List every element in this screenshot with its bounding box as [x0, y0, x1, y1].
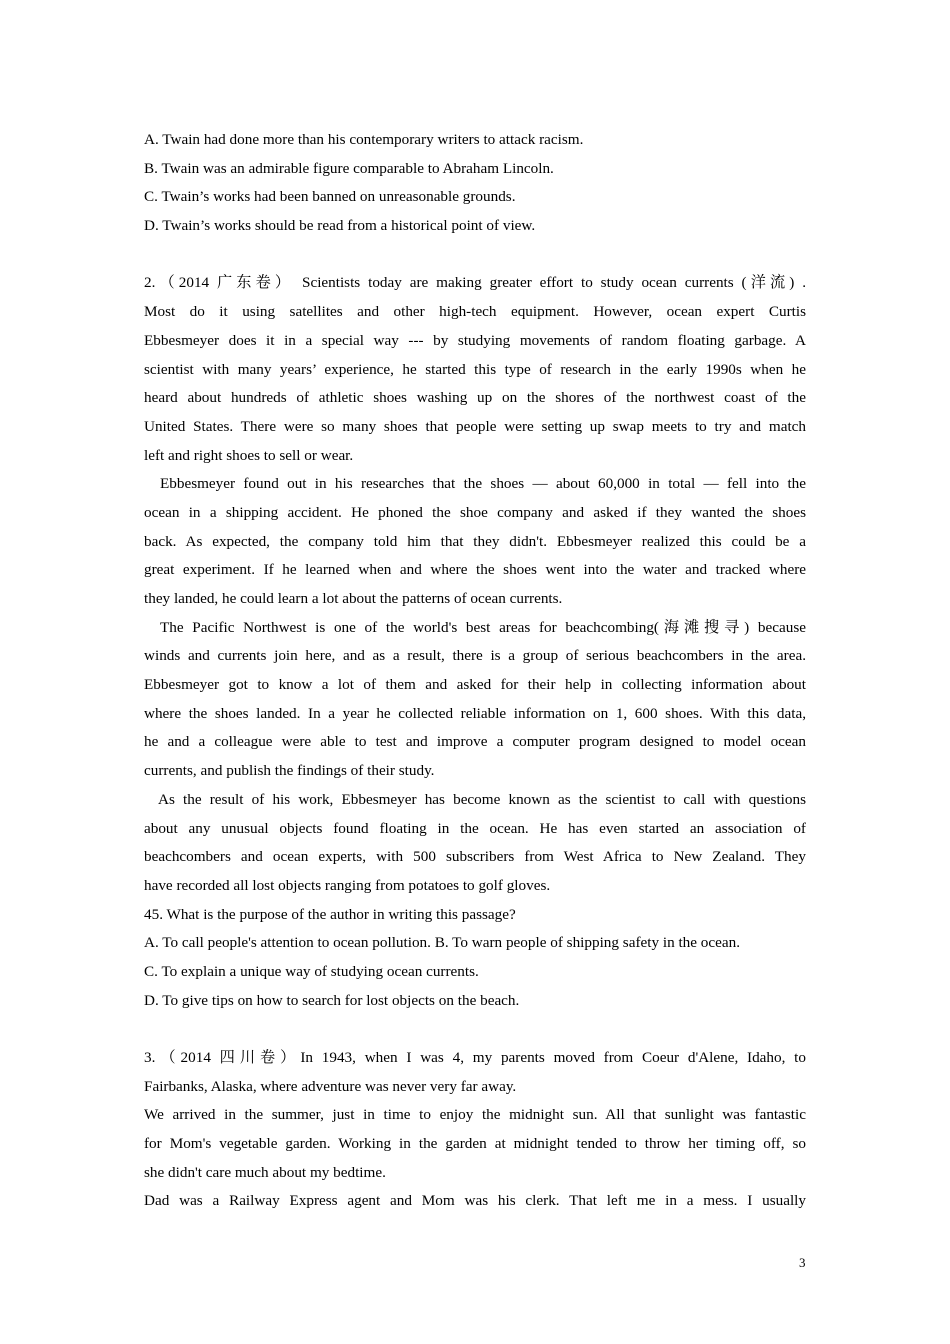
q2-option-ab: A. To call people's attention to ocean pollution. B. To warn people of shipping safety in the ocean.	[144, 934, 741, 952]
q2-p3-line: currents, and publish the findings of their study.	[144, 762, 435, 780]
q2-p2-line: back. As expected, the company told him that they didn't. Ebbesmeyer realized this could be a	[144, 532, 806, 550]
q2-p1-line: 2.（2014 广东卷） Scientists today are making greater effort to study ocean currents (洋流) .	[144, 274, 806, 292]
q2-p2-line: ocean in a shipping accident. He phoned the shoe company and asked if they wanted the shoes	[144, 503, 806, 521]
q2-p2-line: Ebbesmeyer found out in his researches that the shoes — about 60,000 in total — fell into the	[160, 475, 806, 493]
spacer	[144, 241, 806, 270]
document-page	[144, 126, 806, 1216]
q2-option-d: D. To give tips on how to search for lost objects on the beach.	[144, 991, 520, 1009]
q3-p2-line: she didn't care much about my bedtime.	[144, 1163, 386, 1181]
q2-p4-line: beachcombers and ocean experts, with 500 subscribers from West Africa to New Zealand. They	[144, 848, 806, 866]
spacer	[144, 1015, 806, 1044]
q2-p1-line: Most do it using satellites and other high-tech equipment. However, ocean expert Curtis	[144, 303, 806, 321]
q2-p1-line: left and right shoes to sell or wear.	[144, 446, 354, 464]
q2-p3-line: Ebbesmeyer got to know a lot of them and asked for their help in collecting information about	[144, 676, 806, 694]
page-number: 3	[799, 1255, 806, 1270]
q1-option-b: B. Twain was an admirable figure comparable to Abraham Lincoln.	[144, 159, 554, 177]
q2-option-c: C. To explain a unique way of studying ocean currents.	[144, 962, 479, 980]
q2-p1-line: United States. There were so many shoes that people were setting up swap meets to try and match	[144, 417, 806, 435]
q2-p1-line: scientist with many years’ experience, he started this type of research in the early 1990s when he	[144, 360, 806, 378]
q2-p4-line: about any unusual objects found floating in the ocean. He has even started an association of	[144, 819, 806, 837]
q2-p3-line: where the shoes landed. In a year he collected reliable information on 1, 600 shoes. With this data,	[144, 704, 806, 722]
q2-p1-line: Ebbesmeyer does it in a special way --- by studying movements of random floating garbage. A	[144, 331, 806, 349]
q1-option-a: A. Twain had done more than his contemporary writers to attack racism.	[144, 131, 584, 148]
q3-p2-line: for Mom's vegetable garden. Working in the garden at midnight tended to throw her timing off, so	[144, 1135, 806, 1153]
q3-p1-line: 3.（2014 四川卷）In 1943, when I was 4, my parents moved from Coeur d'Alene, Idaho, to	[144, 1049, 806, 1066]
q1-option-c: C. Twain’s works had been banned on unreasonable grounds.	[144, 188, 516, 206]
q2-p3-line: The Pacific Northwest is one of the world's best areas for beachcombing(海滩搜寻) because	[160, 618, 806, 636]
q3-p2-line: We arrived in the summer, just in time to enjoy the midnight sun. All that sunlight was fantastic	[144, 1106, 806, 1124]
q2-p2-line: great experiment. If he learned when and where the shoes went into the water and tracked where	[144, 561, 806, 579]
q2-question: 45. What is the purpose of the author in writing this passage?	[144, 905, 516, 923]
q2-p4-line: have recorded all lost objects ranging from potatoes to golf gloves.	[144, 876, 551, 894]
q2-p2-line: they landed, he could learn a lot about the patterns of ocean currents.	[144, 590, 563, 607]
q2-p4-line: As the result of his work, Ebbesmeyer has become known as the scientist to call with questions	[158, 790, 806, 808]
q2-p3-line: winds and currents join here, and as a result, there is a group of serious beachcombers in the area.	[144, 647, 806, 665]
q3-p1-line: Fairbanks, Alaska, where adventure was never very far away.	[144, 1077, 517, 1095]
q1-option-d: D. Twain’s works should be read from a historical point of view.	[144, 217, 536, 235]
q2-p3-line: he and a colleague were able to test and improve a computer program designed to model ocean	[144, 733, 806, 751]
q3-p3-line: Dad was a Railway Express agent and Mom was his clerk. That left me in a mess. I usually	[144, 1192, 806, 1210]
q2-p1-line: heard about hundreds of athletic shoes washing up on the shores of the northwest coast of the	[144, 389, 806, 407]
